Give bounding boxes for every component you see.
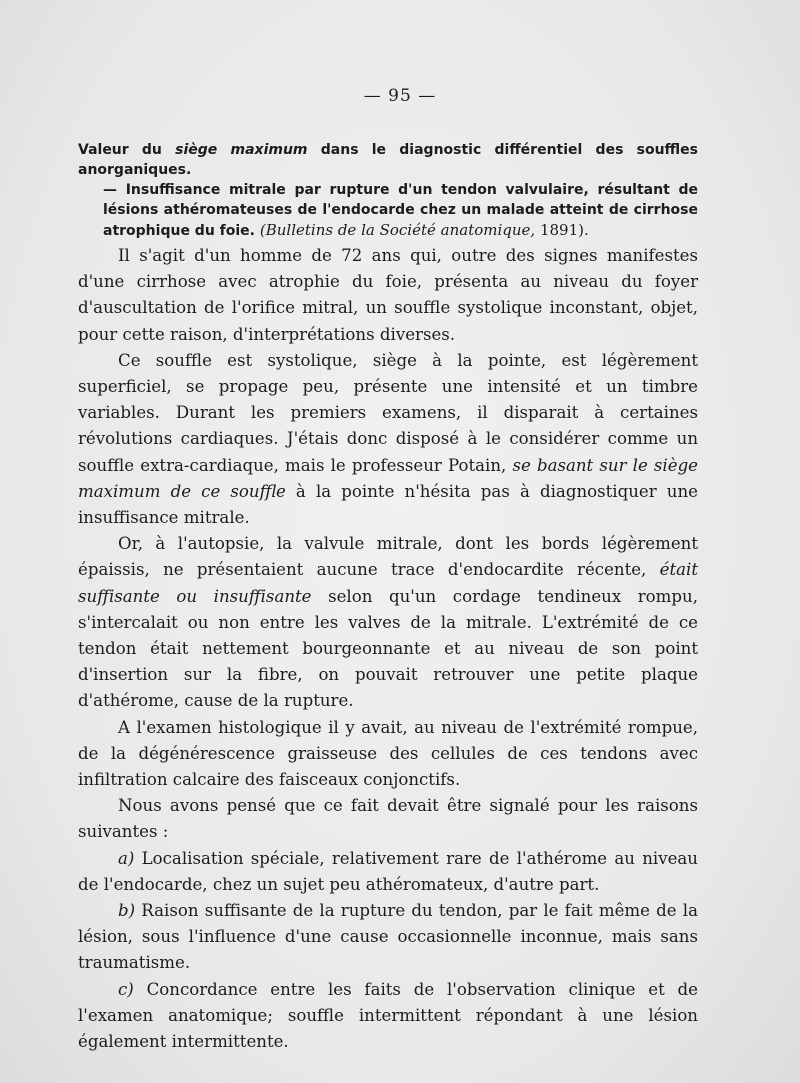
paragraph-2 [78, 348, 698, 531]
paragraph-3-text-end: selon qu'un cordage tendineux rompu, s'intercalait ou non entre les valves de la mitrale. L'extrémité de ce tendon était nettement bourgeonnante et au niveau de son point d'insertion sur la fibre, on pouvait retrouver une petite plaque d'athérome, cause de la rupture. [78, 586, 698, 711]
body-text [78, 243, 698, 1055]
paragraph-2-text: Ce souffle est systolique, siège à la pointe, est légèrement superficiel, se propage peu, présente une intensité et un timbre variables. Durant les premiers examens, il disparait à certaines révolutions cardiaques. J'étais donc disposé à le considérer comme un souffle extra-cardiaque, mais le professeur Potain, [78, 350, 698, 475]
page-number: — 95 — [363, 86, 437, 106]
list-item-a-label: a) [118, 848, 135, 868]
list-item-a [78, 846, 698, 898]
heading-subtitle: — Insuffisance mitrale par rupture d'un tendon valvulaire, résultant de lésions athéromateuses de l'endocarde chez un malade atteint de cirrhose atrophique du foie. [103, 182, 698, 239]
paragraph-5: Nous avons pensé que ce fait devait être signalé pour les raisons suivantes : [78, 796, 698, 842]
list-item-b-text: Raison suffisante de la rupture du tendon, par le fait même de la lésion, sous l'influence d'une cause occasionnelle inconnue, mais sans traumatisme. [78, 901, 698, 973]
list-item-c [78, 977, 698, 1056]
paragraph-4: A l'examen histologique il y avait, au niveau de l'extrémité rompue, de la dégénérescence graisseuse des cellules de ces tendons avec infiltration calcaire des faisceaux conjonctifs. [78, 717, 698, 790]
paragraph-1: Il s'agit d'un homme de 72 ans qui, outre des signes manifestes d'une cirrhose avec atrophie du foie, présenta au niveau du foyer d'auscultation de l'orifice mitral, un souffle systolique inconstant, objet, pour cette raison, d'interprétations diverses. [78, 246, 698, 344]
list-item-b [78, 898, 698, 977]
citation-year: 1891). [535, 221, 589, 239]
list-item-b-label: b) [118, 901, 136, 921]
heading-subtitle-block [78, 180, 698, 241]
section-heading [78, 140, 698, 241]
heading-title-end: dans le diagnostic différentiel des souffles anorganiques. [78, 142, 699, 178]
citation-source: (Bulletins de la Société anatomique, [259, 221, 536, 239]
list-item-a-text: Localisation spéciale, relativement rare de l'athérome au niveau de l'endocarde, chez un sujet peu athéromateux, d'autre part. [78, 848, 698, 894]
paragraph-3 [78, 531, 698, 714]
paragraph-2-text-end: à la pointe n'hésita pas à diagnostiquer une insuffisance mitrale. [78, 481, 699, 528]
paragraph-2-emphasis: se basant sur le siège maximum de ce souffle [78, 455, 699, 501]
list-item-c-label: c) [118, 979, 134, 999]
heading-title-emphasis: siège maximum [175, 142, 308, 158]
heading-title-start: Valeur du [78, 142, 176, 158]
heading-citation [260, 221, 589, 239]
list-item-c-text: Concordance entre les faits de l'observation clinique et de l'examen anatomique; souffle intermittent répondant à une lésion également intermittente. [78, 979, 698, 1052]
paragraph-3-emphasis: était suffisante ou insuffisante [78, 560, 698, 606]
paragraph-3-text: Or, à l'autopsie, la valvule mitrale, dont les bords légèrement épaissis, ne présentaient aucune trace d'endocardite récente, [78, 534, 698, 580]
